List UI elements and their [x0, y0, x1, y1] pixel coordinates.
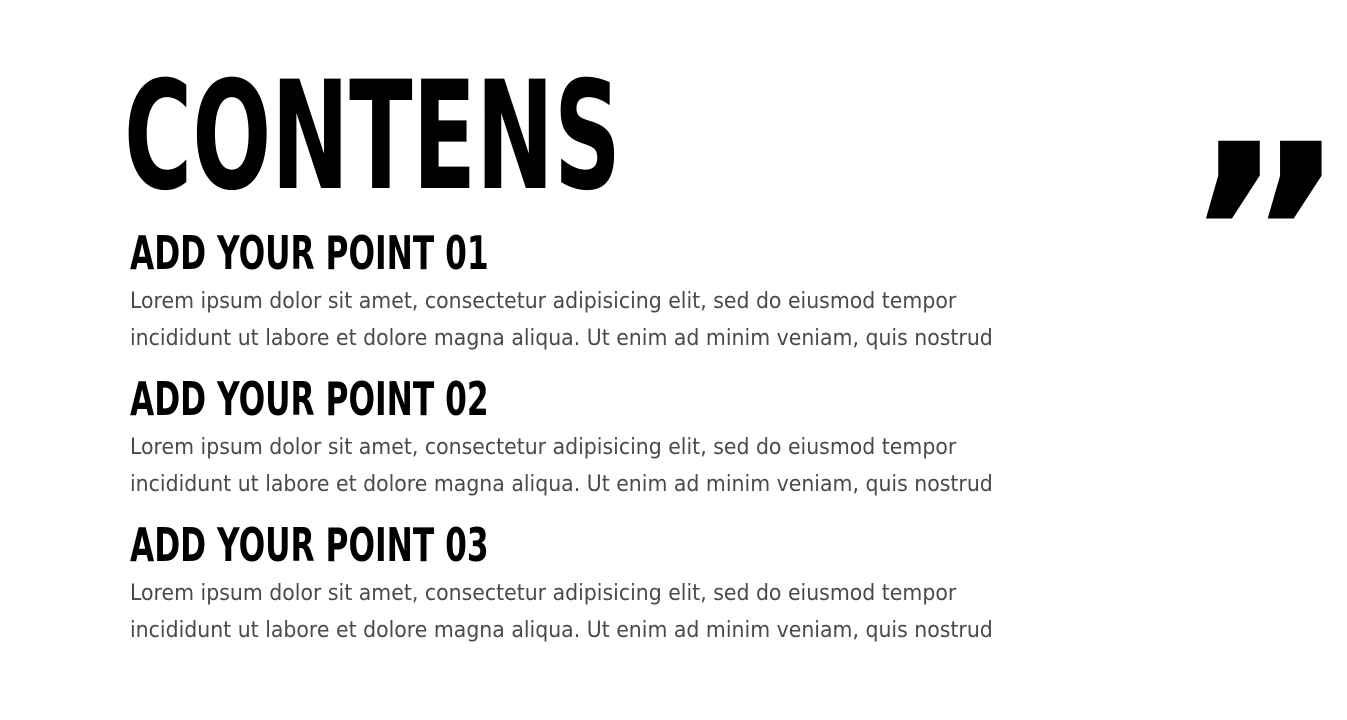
point-heading: ADD YOUR POINT 02 [130, 372, 489, 426]
point-heading: ADD YOUR POINT 03 [130, 518, 489, 572]
point-text-line: incididunt ut labore et dolore magna aliqua. Ut enim ad minim veniam, quis nostrud [130, 618, 993, 643]
point-text-line: incididunt ut labore et dolore magna aliqua. Ut enim ad minim veniam, quis nostrud [130, 326, 993, 351]
slide-title: CONTENS [124, 50, 621, 224]
point-text-line: Lorem ipsum dolor sit amet, consectetur adipisicing elit, sed do eiusmod tempor [130, 289, 957, 314]
point-block-2 [130, 372, 1070, 503]
point-text-line: Lorem ipsum dolor sit amet, consectetur adipisicing elit, sed do eiusmod tempor [130, 435, 957, 460]
point-block-1 [130, 226, 1070, 357]
quote-mark-icon: ” [1183, 91, 1347, 382]
point-heading: ADD YOUR POINT 01 [130, 226, 489, 280]
point-text-line: incididunt ut labore et dolore magna aliqua. Ut enim ad minim veniam, quis nostrud [130, 472, 993, 497]
point-block-3 [130, 518, 1070, 649]
point-text-line: Lorem ipsum dolor sit amet, consectetur adipisicing elit, sed do eiusmod tempor [130, 581, 957, 606]
